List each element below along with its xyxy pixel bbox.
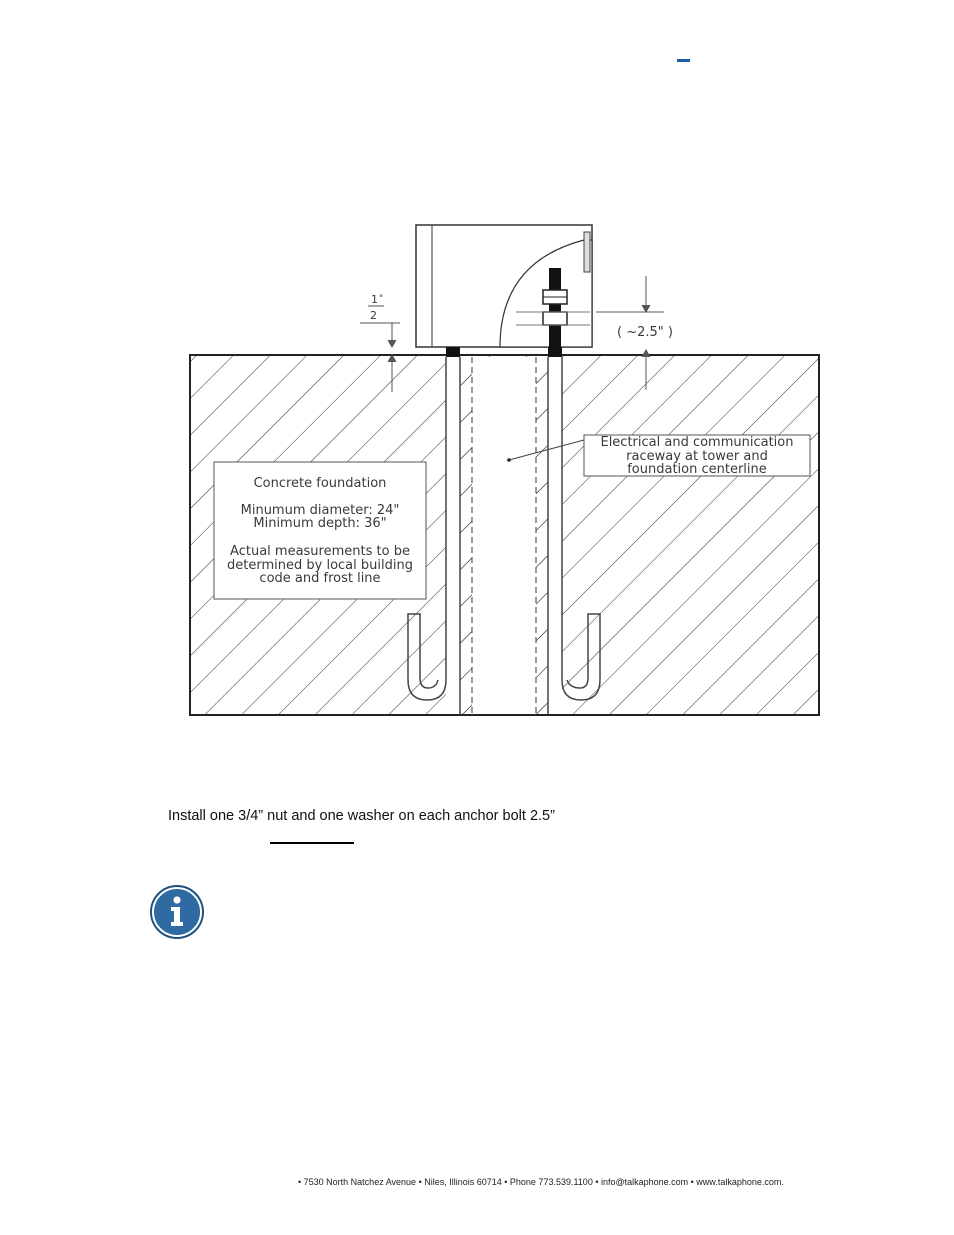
foundation-note-depth: Minimum depth: 36"	[253, 516, 387, 531]
foundation-note-measure-3: code and frost line	[259, 571, 381, 586]
half-inch-numerator: 1	[371, 293, 378, 306]
raceway-note-line-2: raceway at tower and	[626, 449, 768, 464]
tower-base	[416, 225, 592, 357]
info-icon	[148, 883, 206, 941]
foundation-note-diameter: Minumum diameter: 24"	[240, 503, 400, 518]
raceway-note-line-1: Electrical and communication	[600, 435, 794, 450]
foundation-note-measure-1: Actual measurements to be	[230, 544, 410, 559]
instruction-text: Install one 3/4” nut and one washer on each anchor bolt 2.5”	[168, 808, 555, 824]
footer-contact: • 7530 North Natchez Avenue • Niles, Illinois 60714 • Phone 773.539.1100 • info@talkaphone.com • www.talkaphone.com.	[298, 1177, 784, 1187]
foundation-note-title: Concrete foundation	[253, 476, 387, 491]
underline-rule	[270, 842, 354, 844]
raceway-note-line-3: foundation centerline	[627, 462, 767, 477]
foundation-note-measure-2: determined by local building	[227, 558, 413, 573]
bolt-height-label: ( ~2.5" )	[617, 325, 673, 340]
half-inch-denominator: 2	[370, 309, 377, 322]
half-inch-unit: "	[379, 294, 384, 304]
